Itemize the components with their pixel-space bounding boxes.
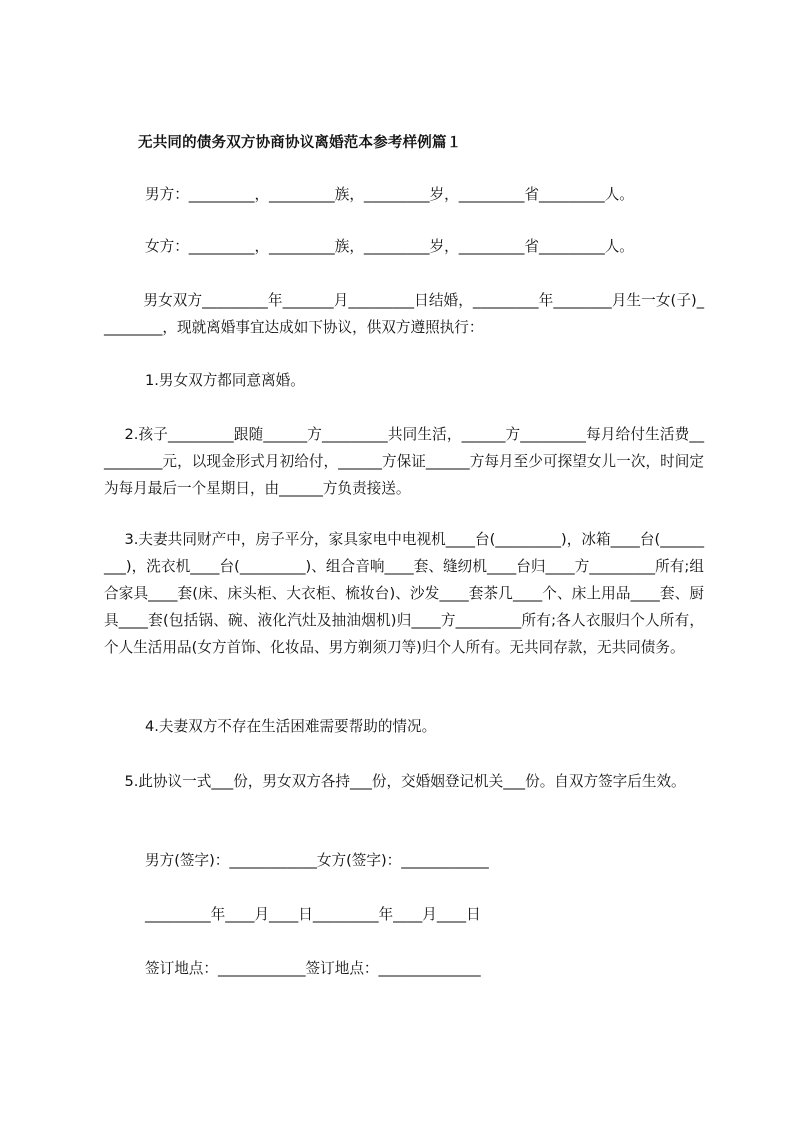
clause-3: 3.夫妻共同财产中，房子平分，家具家电中电视机____台(_________)，冰箱____台(_________)，洗衣机____台(_________)、组合音响____套、缝纫机____台归____方_________所有;组合家具____套(床、床头柜、大衣柜、梳妆台)、沙发____套茶几____个、床上用品____套、厨具____套(包括锅、碗、液化汽灶及抽油烟机)归____方_________所有;各人衣服归个人所有，个人生活用品(女方首饰、化妆品、男方剃须刀等)归个人所有。无共同存款，无共同债务。 [104,531,704,656]
clause-2: 2.孩子_________跟随______方_________共同生活，______方_________每月给付生活费__________元，以现金形式月初给付，______方保证______方每月至少可探望女儿一次，时间定为每月最后一个星期日，由______方负责接送。 [104,426,704,497]
male-party-line: 男方：_________，_________族，_________岁，_________省_________人。 [145,186,634,203]
clause-5: 5.此协议一式___份，男女双方各持___份，交婚姻登记机关___份。自双方签字后生效。 [124,773,686,790]
document-title: 无共同的债务双方协商协议离婚范本参考样例篇１ [138,135,462,151]
signature-line: 男方(签字)：____________女方(签字)：____________ [145,852,489,869]
clause-4: 4.夫妻双方不存在生活困难需要帮助的情况。 [145,718,437,735]
date-line: _________年____月____日_________年____月____日 [145,906,481,923]
intro-paragraph: 男女双方_________年_______月_________日结婚，_________年________月生一女(子)_________，现就离婚事宜达成如下协议，供双方遵照执行： [104,292,704,336]
female-party-line: 女方：_________，_________族，_________岁，_________省_________人。 [145,238,634,255]
clause-1: 1.男女双方都同意离婚。 [145,372,305,389]
signing-place-line: 签订地点：____________签订地点：______________ [145,960,481,977]
